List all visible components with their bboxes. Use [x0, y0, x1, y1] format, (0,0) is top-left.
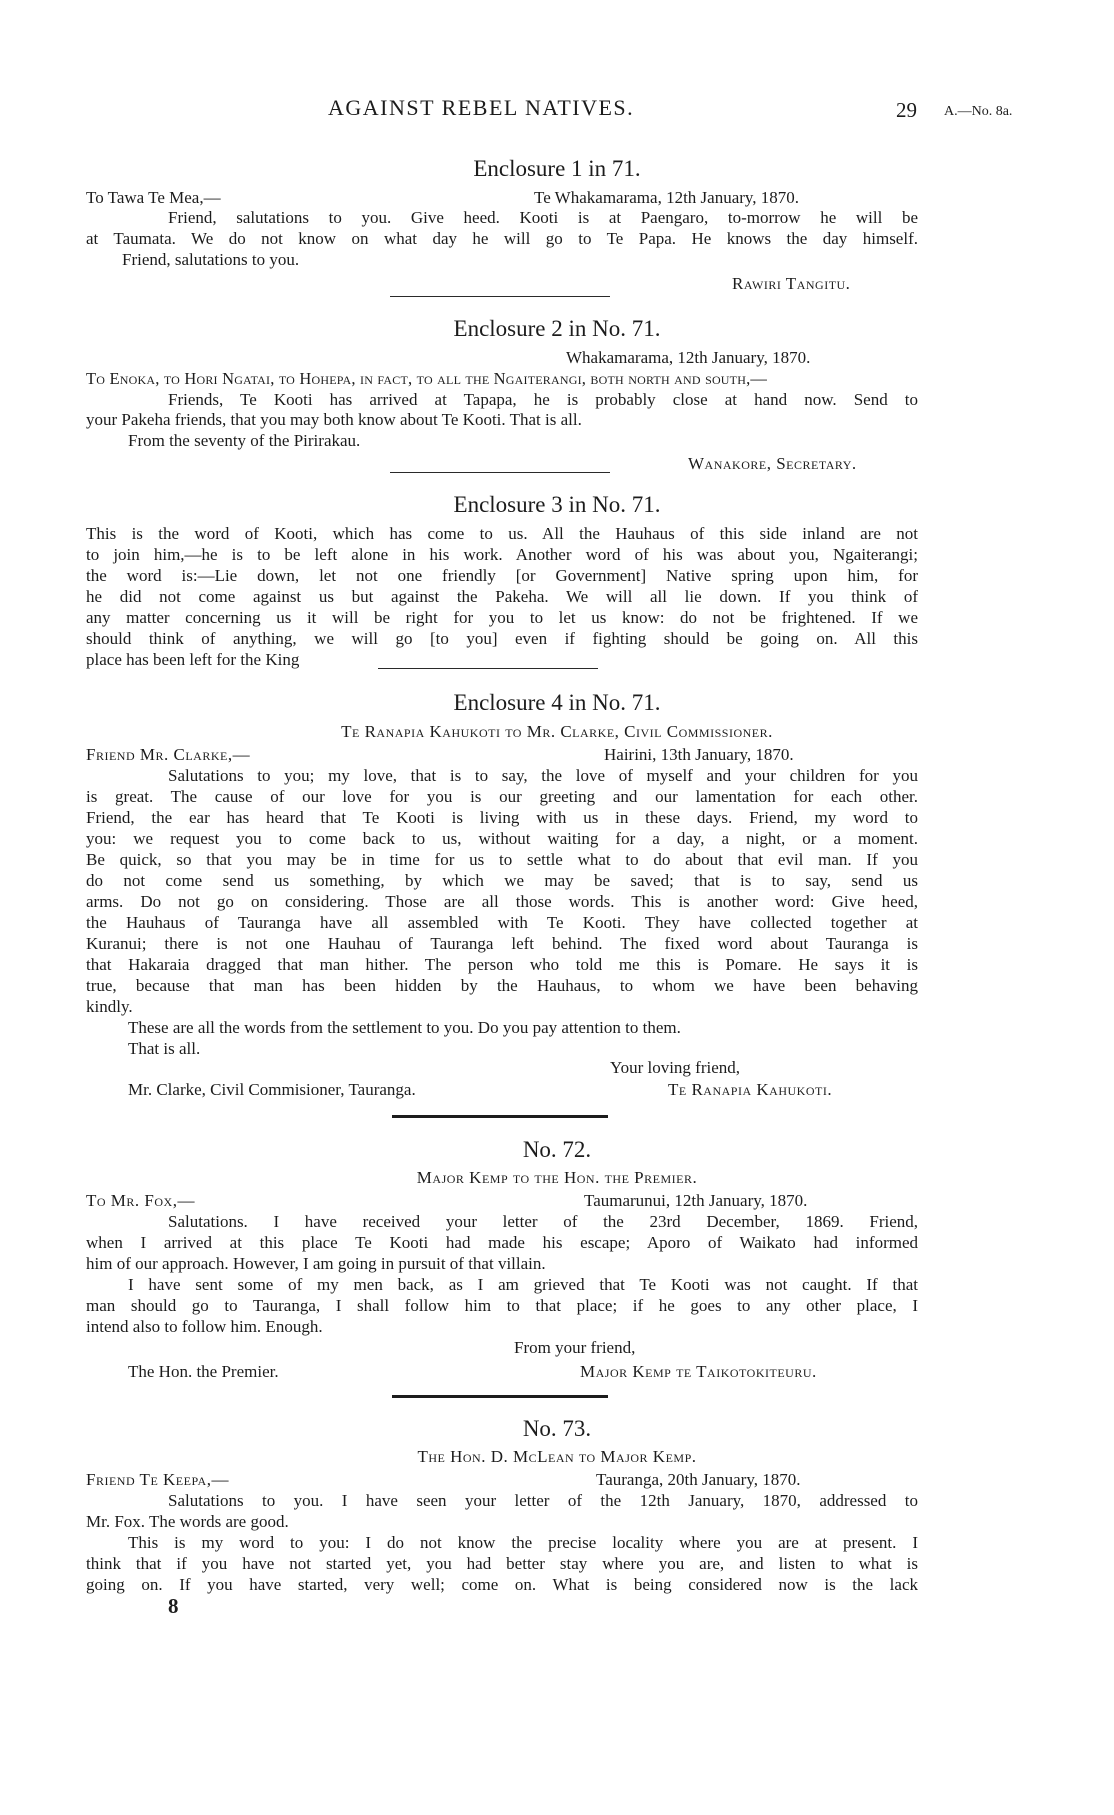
enclosure-4-line: the Hauhaus of Tauranga have all assembled with Te Kooti. They have collected together at: [86, 913, 918, 932]
enclosure-2-salutation: To Enoka, to Hori Ngatai, to Hohepa, in fact, to all the Ngaiterangi, both north and south,—: [86, 369, 768, 388]
enclosure-3-line: the word is:—Lie down, let not one friendly [or Government] Native spring upon him, for: [86, 566, 918, 585]
enclosure-4-addressee: Mr. Clarke, Civil Commisioner, Tauranga.: [128, 1080, 416, 1099]
enclosure-2-line: Friends, Te Kooti has arrived at Tapapa, he is probably close at hand now. Send to: [168, 390, 918, 409]
enclosure-1-heading: Enclosure 1 in 71.: [473, 156, 641, 181]
no-72-line: intend also to follow him. Enough.: [86, 1317, 323, 1336]
no-73-line: Salutations to you. I have seen your letter of the 12th January, 1870, addressed to: [168, 1491, 918, 1510]
no-73-salutation: Friend Te Keepa,—: [86, 1470, 229, 1489]
no-72-salutation: To Mr. Fox,—: [86, 1191, 195, 1210]
no-72-line: him of our approach. However, I am going in pursuit of that villain.: [86, 1254, 546, 1273]
section-divider: [390, 296, 610, 297]
no-73-line: think that if you have not started yet, you had better stay where you are, and listen to what is: [86, 1554, 918, 1573]
no-72-line: man should go to Tauranga, I shall follow him to that place; if he goes to any other place, I: [86, 1296, 918, 1315]
enclosure-1-salutation: To Tawa Te Mea,—: [86, 188, 221, 207]
signature-mark: 8: [168, 1594, 179, 1618]
enclosure-4-line: that Hakaraia dragged that man hither. The person who told me this is Pomare. He says it is: [86, 955, 918, 974]
enclosure-4-line: Kuranui; there is not one Hauhau of Tauranga left behind. The fixed word about Tauranga is: [86, 934, 918, 953]
enclosure-2-line: From the seventy of the Pirirakau.: [128, 431, 361, 450]
enclosure-4-line: kindly.: [86, 997, 133, 1016]
enclosure-3-heading: Enclosure 3 in No. 71.: [453, 492, 661, 517]
no-72-line: Salutations. I have received your letter of the 23rd December, 1869. Friend,: [168, 1212, 918, 1231]
enclosure-4-line: true, because that man has been hidden by the Hauhaus, to whom we have been behaving: [86, 976, 918, 995]
enclosure-1-line: Friend, salutations to you.: [122, 250, 300, 269]
enclosure-2-dateline: Whakamarama, 12th January, 1870.: [566, 348, 811, 367]
section-divider: [390, 472, 610, 473]
page-number: 29: [896, 98, 917, 122]
enclosure-4-line: you: we request you to come back to us, without waiting for a day, a night, or a moment.: [86, 829, 918, 848]
enclosure-4-line: do not come send us something, by which we may be saved; that is to say, send us: [86, 871, 918, 890]
no-72-addressee: The Hon. the Premier.: [128, 1362, 279, 1381]
enclosure-4-salutation: Friend Mr. Clarke,—: [86, 745, 251, 764]
no-73-subheading: The Hon. D. McLean to Major Kemp.: [417, 1447, 697, 1466]
enclosure-4-line: Be quick, so that you may be in time for us to settle what to do about that evil man. If you: [86, 850, 918, 869]
enclosure-4-line: These are all the words from the settlement to you. Do you pay attention to them.: [128, 1018, 681, 1037]
section-divider-thick: [392, 1395, 608, 1398]
document-reference: A.—No. 8a.: [944, 104, 1013, 119]
no-72-line: when I arrived at this place Te Kooti had made his escape; Aporo of Waikato had informed: [86, 1233, 918, 1252]
enclosure-1-line: at Taumata. We do not know on what day he will go to Te Papa. He knows the day himself.: [86, 229, 918, 248]
enclosure-2-line: your Pakeha friends, that you may both know about Te Kooti. That is all.: [86, 410, 582, 429]
enclosure-3-line: place has been left for the King: [86, 650, 300, 669]
no-72-signature: Major Kemp te Taikotokiteuru.: [580, 1362, 817, 1381]
enclosure-4-line: Salutations to you; my love, that is to say, the love of myself and your children for you: [168, 766, 918, 785]
enclosure-4-line: That is all.: [128, 1039, 201, 1058]
running-title: AGAINST REBEL NATIVES.: [328, 95, 635, 120]
no-72-heading: No. 72.: [522, 1137, 592, 1162]
no-73-dateline: Tauranga, 20th January, 1870.: [596, 1470, 801, 1489]
enclosure-4-line: is great. The cause of our love for you is our greeting and our lamentation for each other.: [86, 787, 918, 806]
enclosure-3-line: should think of anything, we will go [to you] even if fighting should be going on. All this: [86, 629, 918, 648]
enclosure-4-heading: Enclosure 4 in No. 71.: [453, 690, 661, 715]
enclosure-4-subheading: Te Ranapia Kahukoti to Mr. Clarke, Civil Commissioner.: [341, 722, 773, 741]
enclosure-4-closing: Your loving friend,: [610, 1058, 741, 1077]
enclosure-4-dateline: Hairini, 13th January, 1870.: [604, 745, 794, 764]
enclosure-2-signature: Wanakore, Secretary.: [688, 454, 857, 473]
no-73-line: Mr. Fox. The words are good.: [86, 1512, 289, 1531]
enclosure-1-line: Friend, salutations to you. Give heed. Kooti is at Paengaro, to-morrow he will be: [168, 208, 918, 227]
section-divider: [378, 668, 598, 669]
no-72-line: I have sent some of my men back, as I am grieved that Te Kooti was not caught. If that: [128, 1275, 918, 1294]
no-73-heading: No. 73.: [522, 1416, 592, 1441]
enclosure-1-dateline: Te Whakamarama, 12th January, 1870.: [534, 188, 800, 207]
enclosure-3-line: he did not come against us but against the Pakeha. We will all lie down. If you think of: [86, 587, 918, 606]
enclosure-3-line: any matter concerning us it will be right for you to let us know: do not be frightened. If we: [86, 608, 918, 627]
no-73-line: going on. If you have started, very well; come on. What is being considered now is the lack: [86, 1575, 918, 1594]
no-73-line: This is my word to you: I do not know the precise locality where you are at present. I: [128, 1533, 918, 1552]
enclosure-3-line: to join him,—he is to be left alone in his work. Another word of his was about you, Ngaiterangi;: [86, 545, 918, 564]
enclosure-2-heading: Enclosure 2 in No. 71.: [453, 316, 661, 341]
enclosure-4-line: Friend, the ear has heard that Te Kooti is living with us in these days. Friend, my word to: [86, 808, 918, 827]
enclosure-3-line: This is the word of Kooti, which has come to us. All the Hauhaus of this side inland are not: [86, 524, 918, 543]
section-divider-thick: [392, 1115, 608, 1118]
enclosure-1-signature: Rawiri Tangitu.: [732, 274, 851, 293]
no-72-subheading: Major Kemp to the Hon. the Premier.: [416, 1168, 698, 1187]
no-72-closing: From your friend,: [514, 1338, 636, 1357]
no-72-dateline: Taumarunui, 12th January, 1870.: [584, 1191, 808, 1210]
enclosure-4-signature: Te Ranapia Kahukoti.: [668, 1080, 833, 1099]
enclosure-4-line: arms. Do not go on considering. Those are all those words. This is another word: Give heed,: [86, 892, 918, 911]
